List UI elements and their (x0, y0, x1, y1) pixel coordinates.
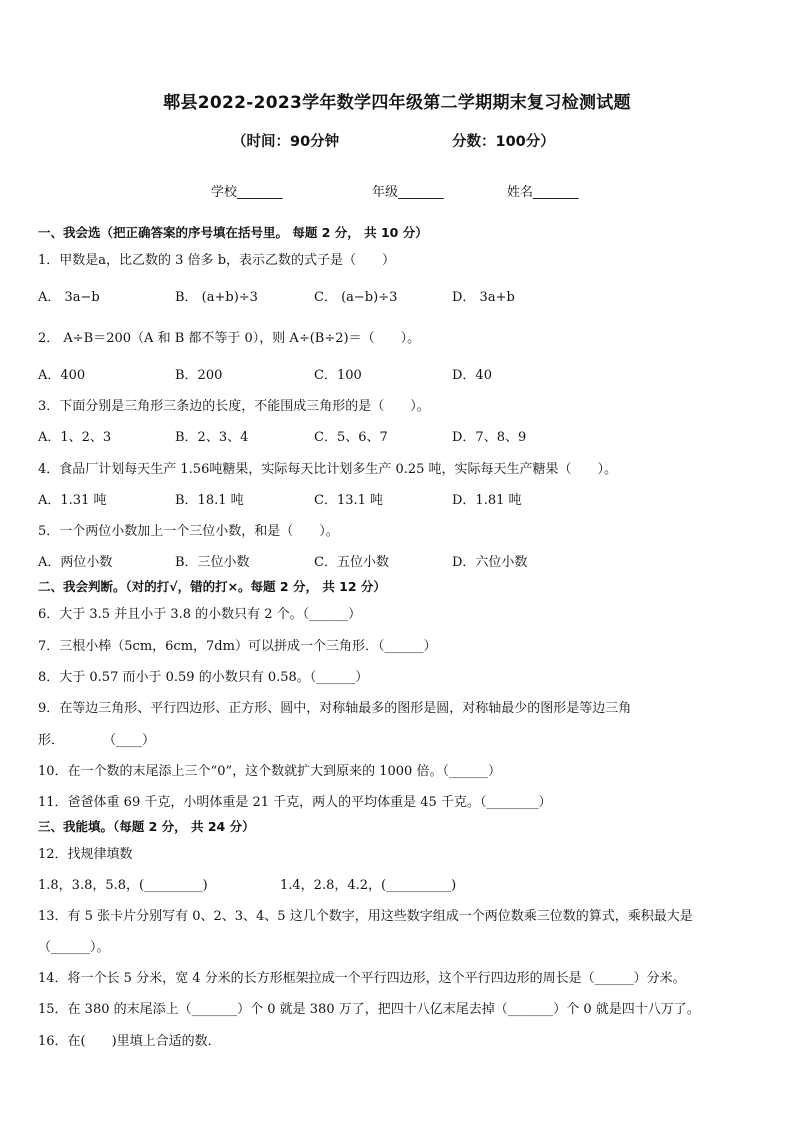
q5-option-a: A．两位小数 (38, 555, 113, 570)
question-13-line-2: （______）。 (38, 940, 110, 955)
question-10: 10．在一个数的末尾添上三个“0”，这个数就扩大到原来的 1000 倍。（______） (38, 764, 501, 779)
q3-option-d: D．7、8、9 (452, 430, 527, 445)
question-4: 4．食品厂计划每天生产 1.56吨糖果，实际每天比计划多生产 0.25 吨，实际每天生产糖果（ ）。 (38, 462, 618, 477)
section-2-heading: 二、我会判断。（对的打√，错的打×。每题 2 分， 共 12 分） (38, 579, 386, 594)
section-3-heading: 三、我能填。（每题 2 分， 共 24 分） (38, 819, 255, 834)
question-3: 3．下面分别是三角形三条边的长度，不能围成三角形的是（ ）。 (38, 399, 430, 414)
time-label: （时间：90分钟 (232, 134, 340, 150)
question-9-line-2: 形． （____） (38, 733, 156, 748)
q3-option-a: A．1、2、3 (38, 430, 112, 445)
question-9-line-1: 9．在等边三角形、平行四边形、正方形、圆中，对称轴最多的图形是圆，对称轴最少的图形是等边三角 (38, 701, 632, 716)
q5-option-d: D．六位小数 (452, 555, 528, 570)
q2-option-b: B．200 (175, 368, 223, 383)
question-13-line-1: 13．有 5 张卡片分别写有 0、2、3、4、5 这几个数字，用这些数字组成一个两位数乘三位数的算式，乘积最大是 (38, 909, 693, 924)
q1-option-b: B． (a+b)÷3 (175, 290, 258, 305)
q3-option-c: C．5、6、7 (314, 430, 388, 445)
q4-option-c: C．13.1 吨 (314, 493, 384, 508)
q4-option-b: B．18.1 吨 (175, 493, 244, 508)
question-2: 2． A÷B＝200（A 和 B 都不等于 0），则 A÷(B÷2)＝（ ）。 (38, 331, 421, 346)
q12-sequence-b: 1.4，2.8，4.2，(__________) (280, 878, 457, 893)
question-8: 8．大于 0.57 而小于 0.59 的小数只有 0.58。（______） (38, 670, 369, 685)
question-12: 12．找规律填数 (38, 847, 133, 862)
question-1: 1．甲数是a，比乙数的 3 倍多 b，表示乙数的式子是（ ） (38, 253, 396, 268)
section-1-heading: 一、我会选（把正确答案的序号填在括号里。 每题 2 分， 共 10 分） (38, 225, 428, 240)
q2-option-c: C．100 (314, 368, 362, 383)
question-5: 5．一个两位小数加上一个三位小数，和是（ ）。 (38, 524, 339, 539)
question-7: 7．三根小棒（5cm，6cm，7dm）可以拼成一个三角形．（______） (38, 639, 437, 654)
question-15: 15．在 380 的末尾添上（_______）个 0 就是 380 万了，把四十八亿末尾去掉（_______）个 0 就是四十八万了。 (38, 1002, 700, 1017)
q4-option-a: A．1.31 吨 (38, 493, 107, 508)
q1-option-c: C． (a−b)÷3 (314, 290, 398, 305)
q5-option-b: B．三位小数 (175, 555, 250, 570)
q4-option-d: D．1.81 吨 (452, 493, 522, 508)
q5-option-c: C．五位小数 (314, 555, 389, 570)
question-14: 14．将一个长 5 分米，宽 4 分米的长方形框架拉成一个平行四边形，这个平行四边形的周长是（______）分米。 (38, 971, 686, 986)
question-16: 16．在( )里填上合适的数． (38, 1034, 221, 1049)
q1-option-a: A． 3a−b (38, 290, 100, 305)
q3-option-b: B．2、3、4 (175, 430, 249, 445)
question-11: 11．爸爸体重 69 千克，小明体重是 21 千克，两人的平均体重是 45 千克。（________） (38, 795, 552, 810)
name-field: 姓名_______ (507, 185, 579, 200)
score-label: 分数：100分） (452, 134, 555, 150)
page-title: 郫县2022-2023学年数学四年级第二学期期末复习检测试题 (163, 93, 631, 113)
grade-field: 年级_______ (372, 185, 444, 200)
q2-option-a: A．400 (38, 368, 86, 383)
question-6: 6．大于 3.5 并且小于 3.8 的小数只有 2 个。（______） (38, 607, 362, 622)
school-field: 学校_______ (211, 185, 283, 200)
q12-sequence-a: 1.8，3.8，5.8，(_________) (38, 878, 208, 893)
q1-option-d: D． 3a+b (452, 290, 515, 305)
q2-option-d: D．40 (452, 368, 492, 383)
